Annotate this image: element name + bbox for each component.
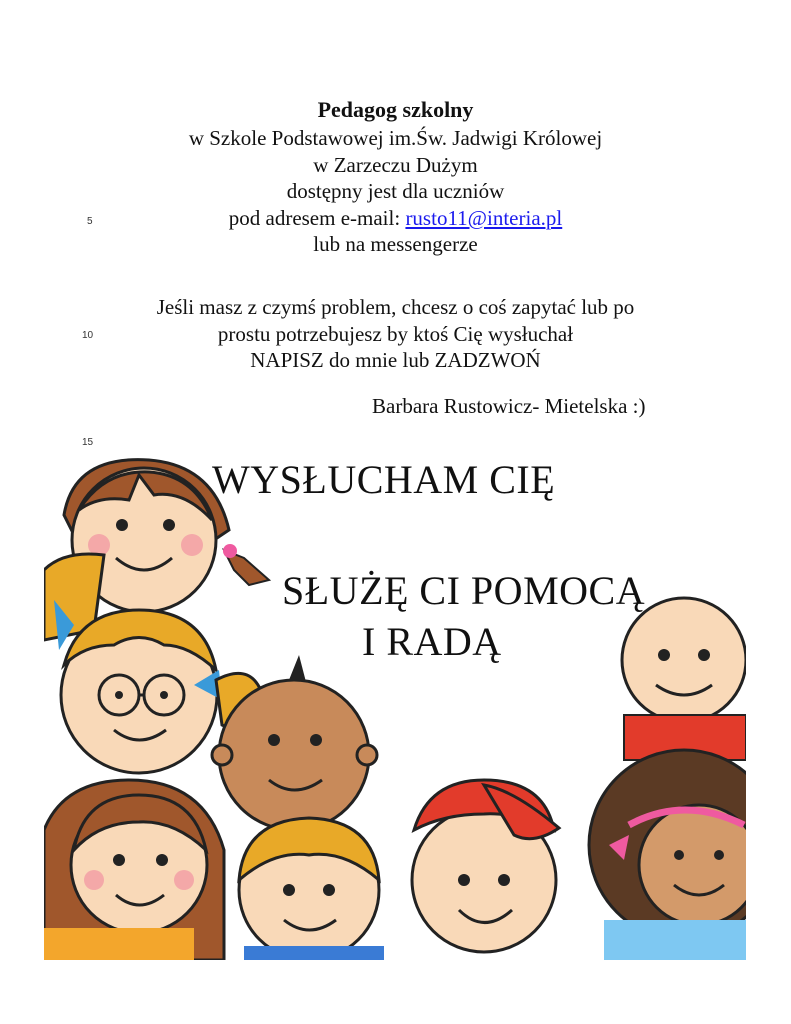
call-to-action: NAPISZ do mnie lub ZADZWOŃ [250,348,541,372]
availability-text: dostępny jest dla uczniów [286,179,505,203]
headline-advice: I RADĄ [362,619,502,664]
email-link[interactable]: rusto11@interia.pl [405,206,563,230]
line-number-10: 10 [82,330,94,341]
email-label: pod adresem e-mail: [228,206,406,230]
child-girl-curly-icon [589,750,746,960]
headline-listen: WYSŁUCHAM CIĘ [212,457,556,502]
child-boy-red-cap-icon [412,780,559,952]
messenger-text: lub na messengerze [313,232,478,256]
child-boy-blonde-icon [239,818,384,960]
child-boy-right-icon [622,598,746,760]
child-girl-bottom-left-icon [44,780,224,960]
message-line-1: Jeśli masz z czymś problem, chcesz o coś zapytać lub po [156,295,635,319]
line-number-5: 5 [87,216,93,227]
page-title: Pedagog szkolny [317,97,474,122]
children-illustration [44,450,746,960]
email-line [0,205,791,231]
signature: Barbara Rustowicz- Mietelska :) [372,394,646,418]
school-name: w Szkole Podstawowej im.Św. Jadwigi Królowej [188,126,603,150]
school-location: w Zarzeczu Dużym [313,153,478,177]
message-line-2: prostu potrzebujesz by ktoś Cię wysłuchał [217,322,574,346]
headline-help: SŁUŻĘ CI POMOCĄ [282,568,646,613]
line-number-15: 15 [82,437,94,448]
